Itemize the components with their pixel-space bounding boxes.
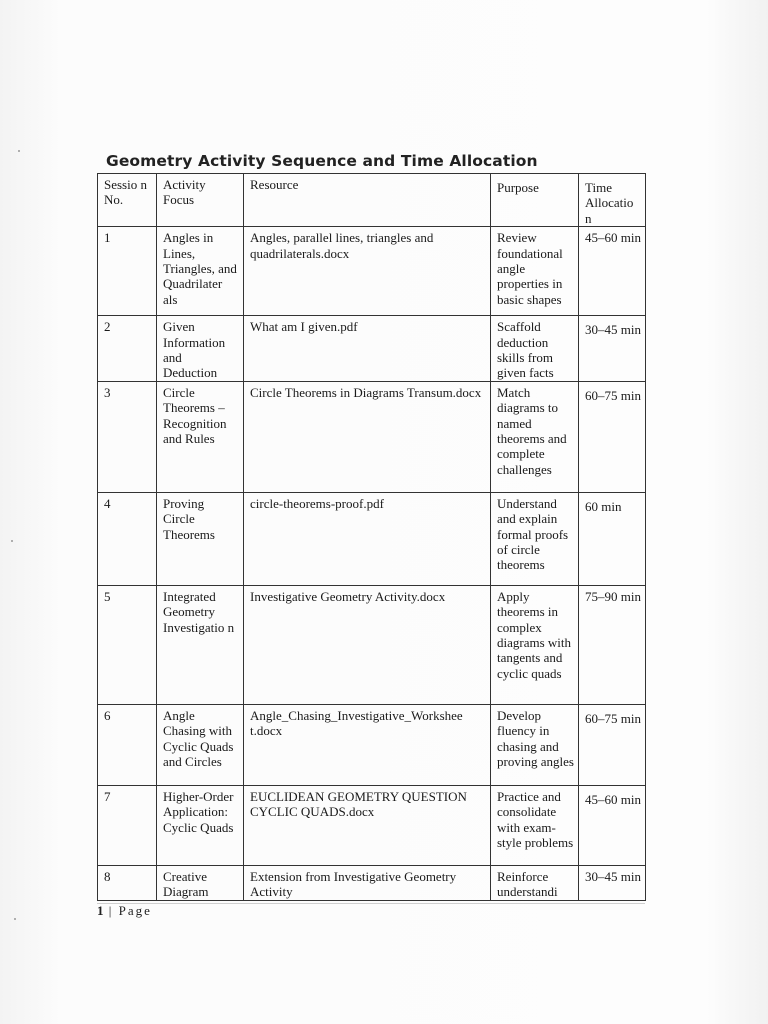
cell-activity-focus: Angle Chasing with Cyclic Quads and Circles — [157, 704, 244, 785]
session-table — [97, 173, 646, 901]
table-row — [98, 316, 646, 382]
cell-session-no: 4 — [98, 492, 157, 585]
header-session-no: Sessio n No. — [98, 174, 157, 227]
cell-time-allocation: 75–90 min — [579, 585, 646, 704]
cell-time-allocation: 45–60 min — [579, 785, 646, 865]
header-time-allocation: Time Allocatio n — [579, 174, 646, 227]
footer-divider — [97, 903, 645, 904]
cell-activity-focus: Given Information and Deduction — [157, 316, 244, 382]
header-activity-focus: Activity Focus — [157, 174, 244, 227]
cell-activity-focus: Integrated Geometry Investigatio n — [157, 585, 244, 704]
cell-time-allocation: 45–60 min — [579, 227, 646, 316]
cell-purpose: Review foundational angle properties in basic shapes — [491, 227, 579, 316]
cell-time-allocation: 30–45 min — [579, 316, 646, 382]
cell-activity-focus: Circle Theorems – Recognition and Rules — [157, 381, 244, 492]
cell-purpose: Reinforce understandi — [491, 865, 579, 900]
cell-resource: What am I given.pdf — [244, 316, 491, 382]
table-row — [98, 865, 646, 900]
cell-session-no: 1 — [98, 227, 157, 316]
page-footer: 1 | Page — [97, 903, 152, 918]
table-row — [98, 492, 646, 585]
cell-purpose: Match diagrams to named theorems and complete challenges — [491, 381, 579, 492]
cell-session-no: 8 — [98, 865, 157, 900]
cell-activity-focus: Proving Circle Theorems — [157, 492, 244, 585]
cell-time-allocation: 60–75 min — [579, 381, 646, 492]
cell-activity-focus: Angles in Lines, Triangles, and Quadrilater als — [157, 227, 244, 316]
scan-speck — [18, 150, 20, 152]
table-row — [98, 704, 646, 785]
header-purpose: Purpose — [491, 174, 579, 227]
cell-purpose: Develop fluency in chasing and proving angles — [491, 704, 579, 785]
cell-session-no: 6 — [98, 704, 157, 785]
cell-purpose: Apply theorems in complex diagrams with tangents and cyclic quads — [491, 585, 579, 704]
cell-time-allocation: 60 min — [579, 492, 646, 585]
cell-purpose: Practice and consolidate with exam-style problems — [491, 785, 579, 865]
table-row — [98, 585, 646, 704]
table-row — [98, 381, 646, 492]
cell-session-no: 5 — [98, 585, 157, 704]
cell-purpose: Understand and explain formal proofs of circle theorems — [491, 492, 579, 585]
cell-resource: Circle Theorems in Diagrams Transum.docx — [244, 381, 491, 492]
cell-resource: EUCLIDEAN GEOMETRY QUESTION CYCLIC QUADS.docx — [244, 785, 491, 865]
cell-activity-focus: Higher-Order Application: Cyclic Quads — [157, 785, 244, 865]
table-row — [98, 227, 646, 316]
cell-resource: Extension from Investigative Geometry Activity — [244, 865, 491, 900]
table-row — [98, 785, 646, 865]
cell-resource: Investigative Geometry Activity.docx — [244, 585, 491, 704]
cell-time-allocation: 60–75 min — [579, 704, 646, 785]
cell-resource: circle-theorems-proof.pdf — [244, 492, 491, 585]
scan-speck — [14, 918, 16, 920]
page-label: Page — [118, 903, 152, 918]
document-title: Geometry Activity Sequence and Time Allocation — [106, 152, 538, 170]
table-header-row — [98, 174, 646, 227]
scan-speck — [11, 540, 13, 542]
cell-session-no: 2 — [98, 316, 157, 382]
cell-purpose: Scaffold deduction skills from given facts — [491, 316, 579, 382]
cell-session-no: 3 — [98, 381, 157, 492]
cell-activity-focus: Creative Diagram — [157, 865, 244, 900]
header-resource: Resource — [244, 174, 491, 227]
cell-resource: Angle_Chasing_Investigative_Workshee t.docx — [244, 704, 491, 785]
cell-time-allocation: 30–45 min — [579, 865, 646, 900]
cell-resource: Angles, parallel lines, triangles and quadrilaterals.docx — [244, 227, 491, 316]
cell-session-no: 7 — [98, 785, 157, 865]
page-number: 1 — [97, 903, 104, 918]
